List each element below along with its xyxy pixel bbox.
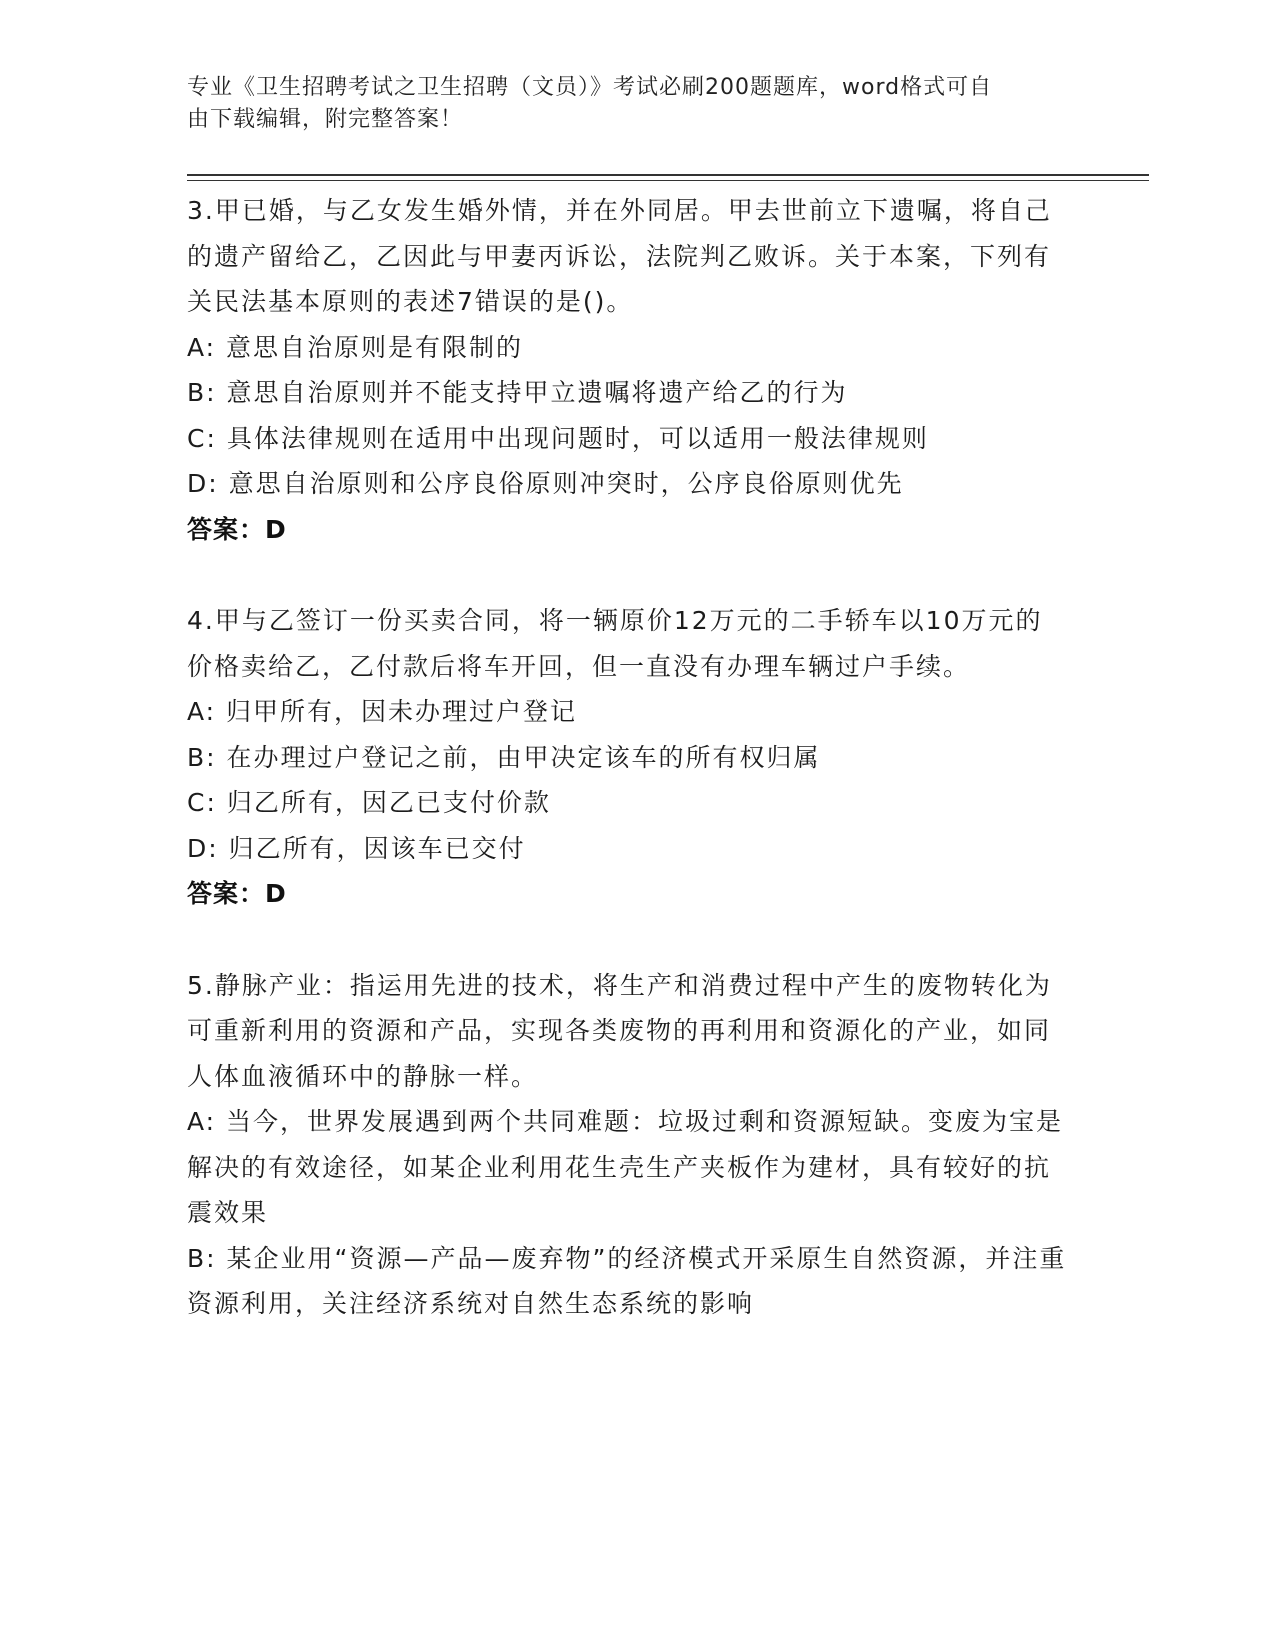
question-4	[187, 598, 1067, 917]
question-stem: 3.甲已婚，与乙女发生婚外情，并在外同居。甲去世前立下遗嘱，将自己的遗产留给乙，乙因此与甲妻丙诉讼，法院判乙败诉。关于本案，下列有关民法基本原则的表述7错误的是()。	[187, 196, 1052, 316]
option-b: B: 意思自治原则并不能支持甲立遗嘱将遗产给乙的行为	[187, 378, 848, 407]
option-b: B: 在办理过户登记之前，由甲决定该车的所有权归属	[187, 742, 821, 772]
option-a: A: 意思自治原则是有限制的	[187, 332, 524, 362]
option-a: A: 归甲所有，因未办理过户登记	[187, 697, 578, 726]
question-list	[187, 188, 1067, 1327]
option-a: A: 当今，世界发展遇到两个共同难题：垃圾过剩和资源短缺。变废为宝是解决的有效途径，如某企业利用花生壳生产夹板作为建材，具有较好的抗震效果	[187, 1107, 1064, 1227]
question-stem: 4.甲与乙签订一份买卖合同，将一辆原价12万元的二手轿车以10万元的价格卖给乙，乙付款后将车开回，但一直没有办理车辆过户手续。	[187, 606, 1043, 681]
question-stem: 5.静脉产业：指运用先进的技术，将生产和消费过程中产生的废物转化为可重新利用的资源和产品，实现各类废物的再利用和资源化的产业，如同人体血液循环中的静脉一样。	[187, 970, 1052, 1091]
question-5	[187, 963, 1067, 1327]
header-divider-thick	[187, 174, 1149, 176]
option-b: B: 某企业用“资源—产品—废弃物”的经济模式开采原生自然资源，并注重资源利用，关注经济系统对自然生态系统的影响	[187, 1243, 1067, 1318]
answer-label: 答案：D	[187, 514, 287, 544]
option-d: D: 意思自治原则和公序良俗原则冲突时，公序良俗原则优先	[187, 469, 904, 498]
answer-label: 答案：D	[187, 879, 287, 908]
option-d: D: 归乙所有，因该车已交付	[187, 833, 526, 863]
question-3	[187, 188, 1067, 552]
document-header: 专业《卫生招聘考试之卫生招聘（文员）》考试必刷200题题库，word格式可自 由下载编辑，附完整答案！	[187, 75, 993, 132]
option-c: C: 归乙所有，因乙已支付价款	[187, 788, 551, 817]
option-c: C: 具体法律规则在适用中出现问题时，可以适用一般法律规则	[187, 423, 929, 453]
header-divider-thin	[187, 180, 1149, 181]
